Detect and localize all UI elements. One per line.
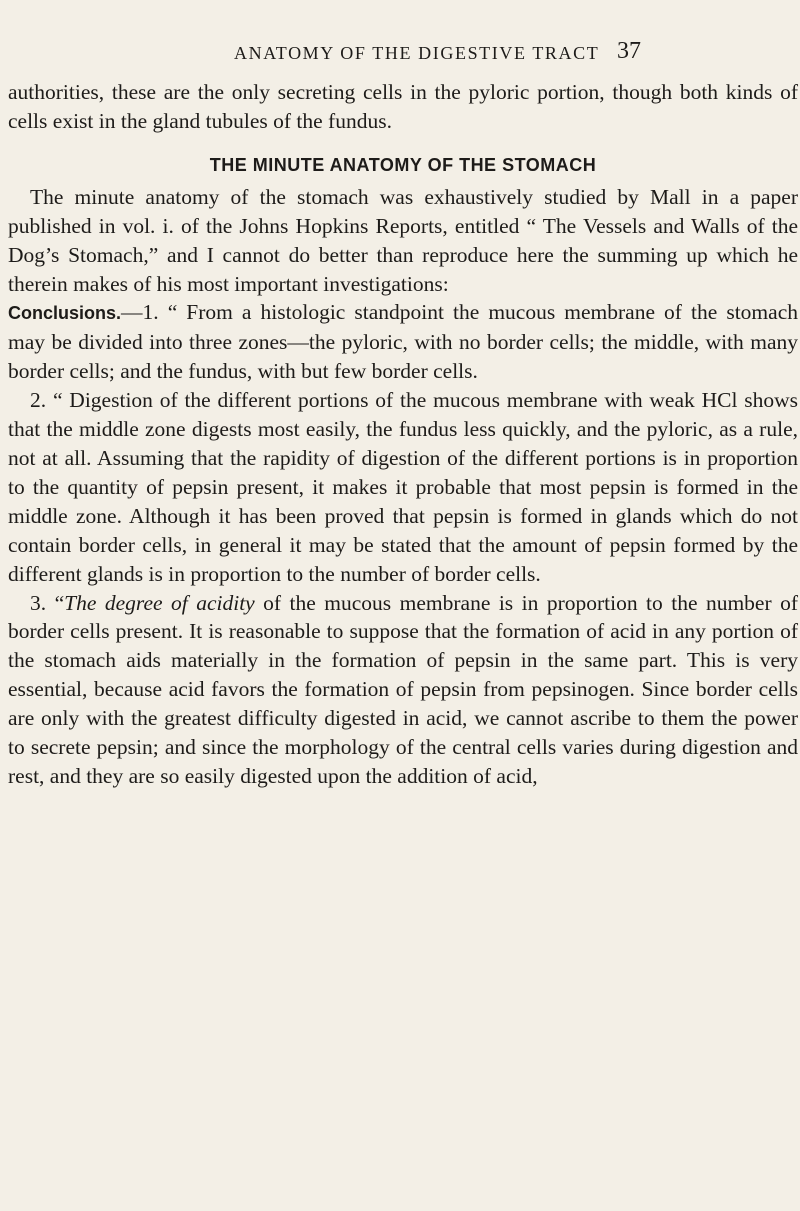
paragraph-conclusion-1 bbox=[8, 298, 798, 386]
page-number: 37 bbox=[617, 38, 641, 64]
conclusion-3-text: of the mucous membrane is in proportion to the number of border cells present. It is reasonable to suppose that the formation of acid in any portion of the stomach aids materially in the formation of pepsin in the same part. This is very essential, because acid favors the formation of pepsin from pepsinogen. Since border cells are only with the greatest difficulty digested in acid, we cannot ascribe to them the power to secrete pepsin; and since the morphology of the central cells varies during digestion and rest, and they are so easily digested upon the addition of acid, bbox=[8, 590, 799, 788]
paragraph-conclusion-3 bbox=[8, 589, 798, 791]
paragraph-minute-anatomy: The minute anatomy of the stomach was exhaustively studied by Mall in a paper published in vol. i. of the Johns Hopkins Reports, entitled “ The Vessels and Walls of the Dog’s Stomach,” and I cannot do better than reproduce here the summing up which he therein makes of his most important investigations: bbox=[8, 184, 798, 296]
section-heading: THE MINUTE ANATOMY OF THE STOMACH bbox=[209, 154, 597, 175]
running-title: ANATOMY OF THE DIGESTIVE TRACT bbox=[234, 43, 600, 63]
conclusion-3-italic-phrase: The degree of acidity bbox=[64, 590, 255, 615]
body-text bbox=[8, 78, 798, 791]
conclusion-1-text: —1. “ From a histologic standpoint the mucous membrane of the stomach may be divided into three zones—the pyloric, with no border cells; the middle, with many border cells; and the fundus, with but few border cells. bbox=[8, 300, 798, 384]
running-header bbox=[234, 38, 754, 68]
paragraph-intro: authorities, these are the only secreting cells in the pyloric portion, though both kinds of cells exist in the gland tubules of the fundus. bbox=[8, 80, 798, 133]
conclusion-3-number: 3. “ bbox=[30, 590, 65, 615]
conclusions-label: Conclusions. bbox=[8, 303, 122, 324]
paragraph-conclusion-2: 2. “ Digestion of the different portions of the mucous membrane with weak HCl shows that the middle zone digests most easily, the fundus less quickly, and the pyloric, as a rule, not at all. Assuming that the rapidity of digestion of the different portions is in proportion to the quantity of pepsin present, it makes it probable that most pepsin is formed in the middle zone. Although it has been proved that pepsin is formed in glands which do not contain border cells, in general it may be stated that the amount of pepsin formed by the different glands is in proportion to the number of border cells. bbox=[8, 388, 798, 586]
